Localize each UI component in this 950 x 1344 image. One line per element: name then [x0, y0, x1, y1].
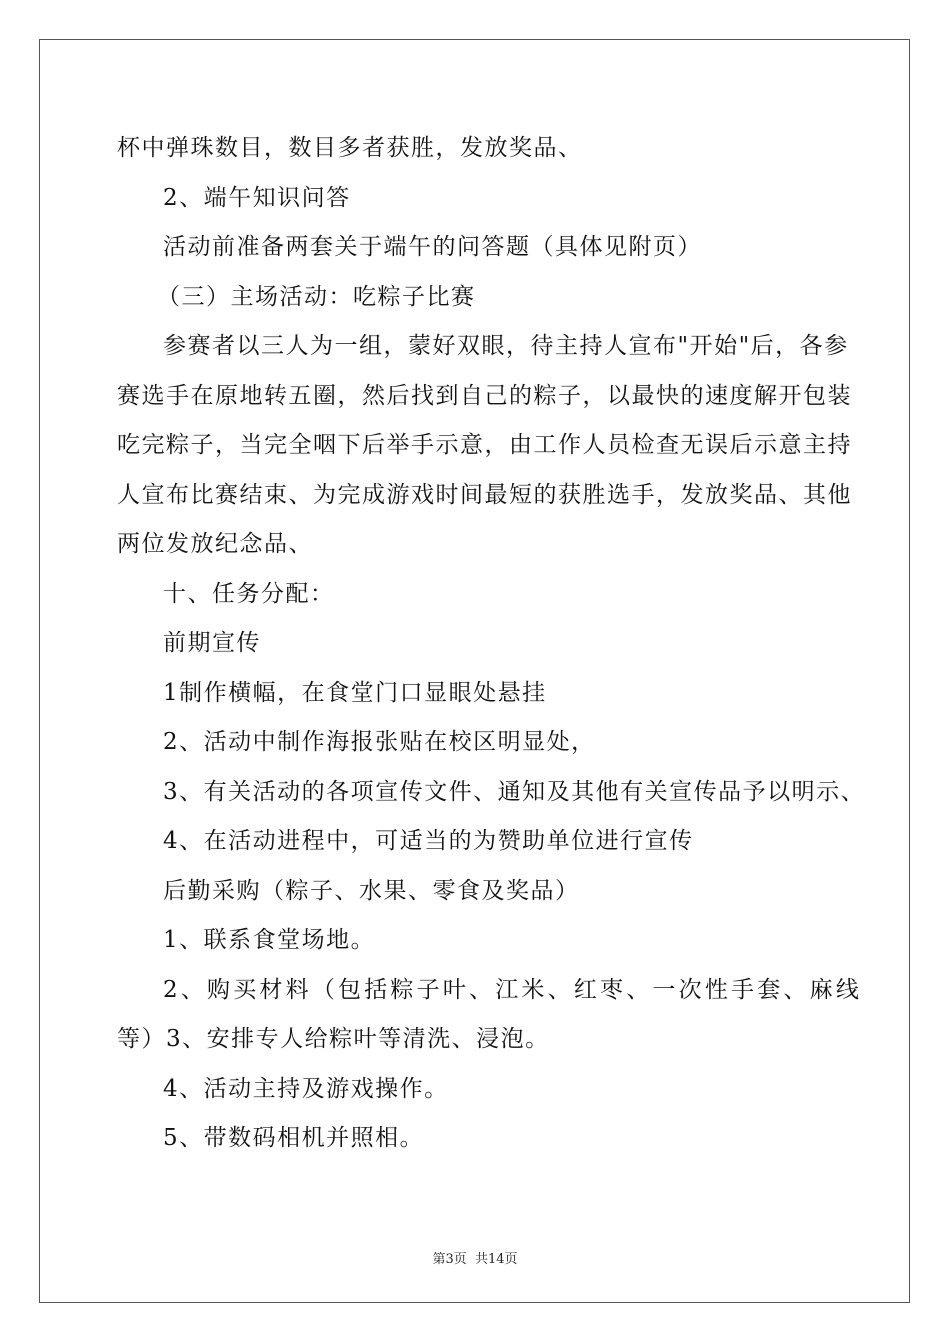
list-item: 2、活动中制作海报张贴在校区明显处，	[163, 729, 596, 755]
list-item: 3、有关活动的各项宣传文件、通知及其他有关宣传品予以明示、	[163, 778, 866, 805]
section-heading: （三）主场活动：吃粽子比赛	[157, 283, 476, 310]
text-line: 两位发放纪念品、	[117, 531, 313, 557]
text-line: 2、端午知识问答	[163, 184, 351, 211]
page-total: 共14页	[474, 1252, 518, 1267]
text-line: 杯中弹珠数目，数目多者获胜，发放奖品、	[117, 135, 583, 161]
text-line: 前期宣传	[163, 630, 261, 656]
document-body	[117, 124, 866, 1164]
section-heading: 十、任务分配：	[163, 580, 335, 607]
list-item: 4、在活动进程中，可适当的为赞助单位进行宣传	[163, 828, 694, 854]
list-item: 2、购买材料（包括粽子叶、江米、红枣、一次性手套、麻线	[163, 976, 863, 1003]
text-line: 吃完粽子，当完全咽下后举手示意，由工作人员检查无误后示意主持	[117, 432, 852, 458]
list-item: 1制作横幅，在食堂门口显眼处悬挂	[163, 679, 547, 706]
list-item: 等）3、安排专人给粽叶等清洗、浸泡。	[117, 1026, 550, 1052]
text-line: 人宣布比赛结束、为完成游戏时间最短的获胜选手，发放奖品、其他	[117, 481, 852, 508]
text-line: 后勤采购（粽子、水果、零食及奖品）	[163, 877, 580, 904]
text-line: 赛选手在原地转五圈，然后找到自己的粽子，以最快的速度解开包装	[117, 382, 852, 409]
page-footer	[0, 1248, 950, 1267]
list-item: 4、活动主持及游戏操作。	[163, 1075, 449, 1102]
text-line: 参赛者以三人为一组，蒙好双眼，待主持人宣布"开始"后，各参	[163, 333, 849, 359]
list-item: 1、联系食堂场地。	[163, 927, 376, 953]
text-line: 活动前准备两套关于端午的问答题（具体见附页）	[163, 234, 702, 260]
list-item: 5、带数码相机并照相。	[163, 1125, 425, 1151]
page-number: 第3页	[432, 1252, 467, 1267]
